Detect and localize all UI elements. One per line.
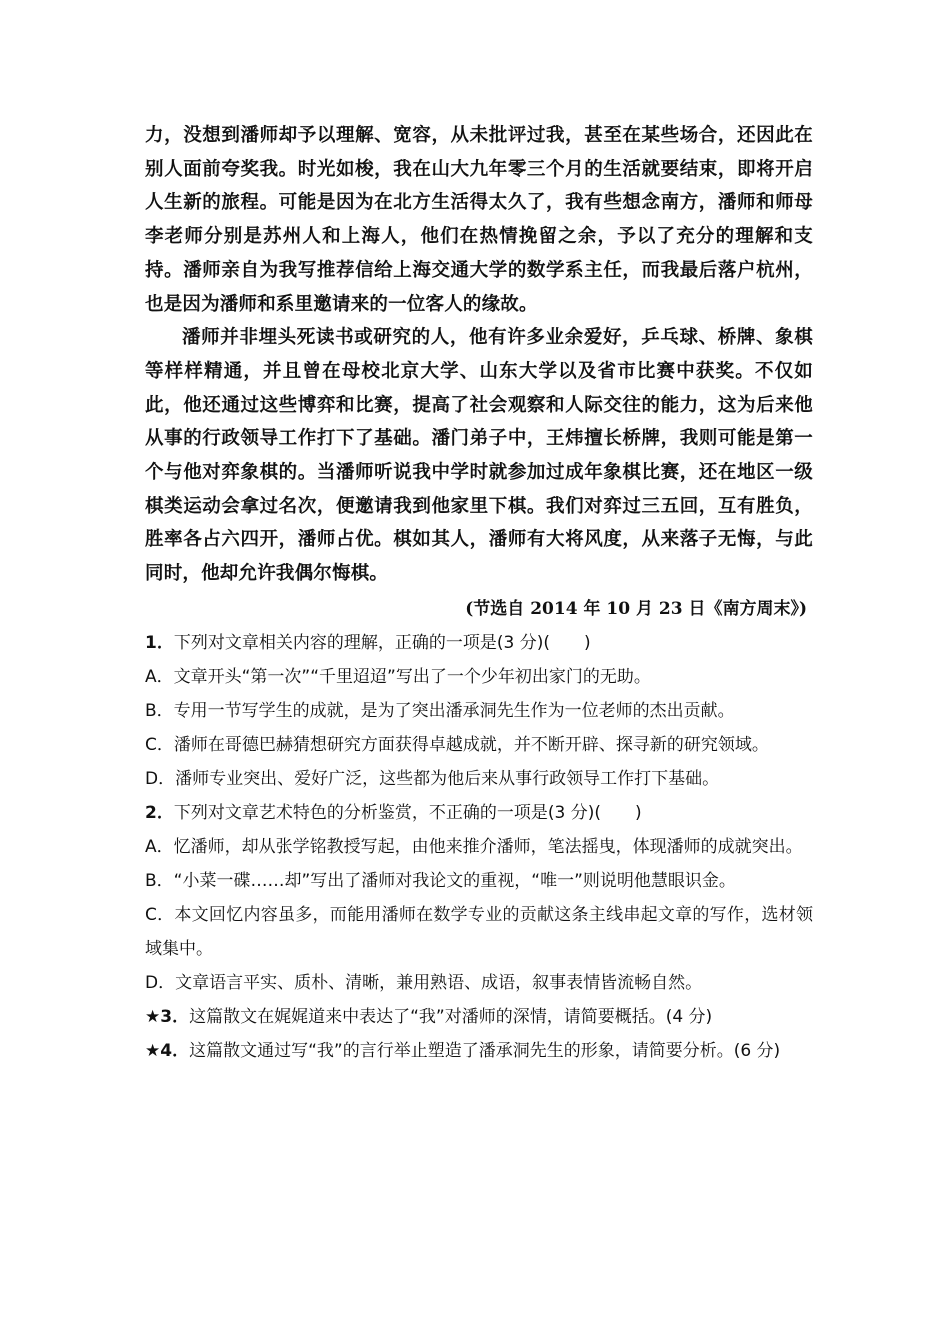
passage-paragraph: 力，没想到潘师却予以理解、宽容，从未批评过我，甚至在某些场合，还因此在别人面前夸奖我。时光如梭，我在山大九年零三个月的生活就要结束，即将开启人生新的旅程。可能是因为在北方生活得太久了，我有些想念南方，潘师和师母李老师分别是苏州人和上海人，他们在热情挽留之余，予以了充分的理解和支持。潘师亲自为我写推荐信给上海交通大学的数学系主任，而我最后落户杭州，也是因为潘师和系里邀请来的一位客人的缘故。 (145, 125, 813, 315)
option-d: D．潘师专业突出、爱好广泛，这些都为他后来从事行政领导工作打下基础。 (145, 768, 720, 789)
question-4 (145, 1034, 813, 1068)
question-number: ★4． (145, 1040, 190, 1061)
option-d: D．文章语言平实、质朴、清晰，兼用熟语、成语，叙事表情皆流畅自然。 (145, 972, 703, 993)
question-number: ★3． (145, 1006, 190, 1027)
question-number: 2． (145, 802, 174, 823)
question-stem (145, 796, 813, 830)
reading-passage (145, 119, 813, 624)
question-3 (145, 1000, 813, 1034)
passage-paragraph: 潘师并非埋头死读书或研究的人，他有许多业余爱好，乒乓球、桥牌、象棋等样样精通，并且曾在母校北京大学、山东大学以及省市比赛中获奖。不仅如此，他还通过这些博弈和比赛，提高了社会观察和人际交往的能力，这为后来他从事的行政领导工作打下了基础。潘门弟子中，王炜擅长桥牌，我则可能是第一个与他对弈象棋的。当潘师听说我中学时就参加过成年象棋比赛，还在地区一级棋类运动会拿过名次，便邀请我到他家里下棋。我们对弈过三五回，互有胜负，胜率各占六四开，潘师占优。棋如其人，潘师有大将风度，从来落子无悔，与此同时，他却允许我偶尔悔棋。 (145, 327, 813, 585)
question-text: 下列对文章相关内容的理解，正确的一项是(3 分)( ) (173, 632, 591, 653)
option-b: B．“小菜一碟……却”写出了潘师对我论文的重视，“唯一”则说明他慧眼识金。 (145, 870, 736, 891)
question-list (145, 626, 813, 1068)
option-a: A．文章开头“第一次”“千里迢迢”写出了一个少年初出家门的无助。 (145, 666, 651, 687)
question-text: 下列对文章艺术特色的分析鉴赏，不正确的一项是(3 分)( ) (173, 802, 642, 823)
option-a: A．忆潘师，却从张学铭教授写起，由他来推介潘师，笔法摇曳，体现潘师的成就突出。 (145, 836, 803, 857)
question-2 (145, 796, 813, 1000)
option-b: B．专用一节写学生的成就，是为了突出潘承洞先生作为一位老师的杰出贡献。 (145, 700, 735, 721)
option-c: C．本文回忆内容虽多，而能用潘师在数学专业的贡献这条主线串起文章的写作，选材领域集中。 (145, 904, 813, 959)
passage-source: (节选自 2014 年 10 月 23 日《南方周末》) (465, 598, 807, 619)
question-stem (145, 1034, 813, 1068)
question-text: 这篇散文通过写“我”的言行举止塑造了潘承洞先生的形象，请简要分析。(6 分) (189, 1040, 781, 1061)
question-stem (145, 1000, 813, 1034)
question-1 (145, 626, 813, 796)
question-text: 这篇散文在娓娓道来中表达了“我”对潘师的深情，请简要概括。(4 分) (189, 1006, 713, 1027)
question-stem (145, 626, 813, 660)
document-page (145, 119, 813, 1068)
question-number: 1． (145, 632, 174, 653)
option-c: C．潘师在哥德巴赫猜想研究方面获得卓越成就，并不断开辟、探寻新的研究领域。 (145, 734, 769, 755)
